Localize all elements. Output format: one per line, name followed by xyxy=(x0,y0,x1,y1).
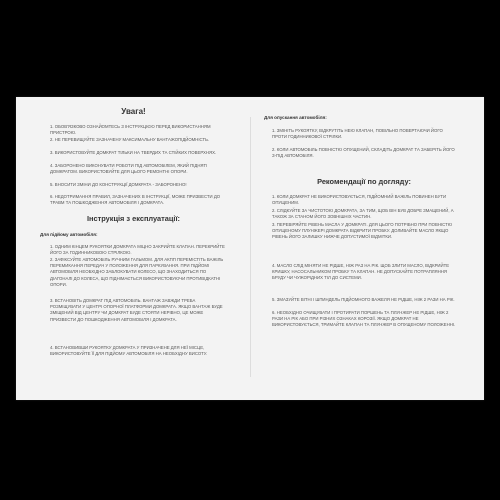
lower-subtitle: Для опускання автомобіля: xyxy=(264,115,327,120)
warning-item: 1. ОБОВ'ЯЗКОВО ОЗНАЙОМТЕСЬ З ІНСТРУКЦІЄЮ ПЕРЕД ВИКОРИСТАННЯМ ПРИСТРОЮ. xyxy=(50,124,211,136)
care-item: 4. МАСЛО СЛІД МІНЯТИ НЕ РІДШЕ, НІЖ РАЗ НА РІК. ЩОБ ЗЛИТИ МАСЛО, ВІДКРИЙТЕ КРИШКУ, НАСОСАЛЬНИКОМ ПРОБКУ ТА КЛАПАН. НЕ ДОПУСКАЙТЕ ПОТРАПЛЯННЯ БРУДУ ЧИ ЧУЖОРІДНИХ ТІЛ ДО СИСТЕМИ. xyxy=(272,263,450,281)
lower-item: 1. ЗМІНІТЬ РУКОЯТКУ, ВІДКРУТІТЬ НЕЮ КЛАПАН, ПОВІЛЬНО ПОВЕРТАЮЧИ ЙОГО ПРОТИ ГОДИННИКОВОЇ СТРІЛКИ. xyxy=(272,128,443,140)
care-item: 3. ПЕРЕВІРЯЙТЕ РІВЕНЬ МАСЛА У ДОМКРАТІ. ДЛЯ ЦЬОГО ПОТРІБНО ПРИ ПОВНІСТЮ ОПУЩЕНОМУ ПЛУНЖЕРІ ДОМКРАТА ВІДКРИТИ ПРОБКУ. ДОЛИВАЙТЕ МАСЛО ЯКЩО РІВЕНЬ ЙОГО ЗАЛИШКУ НИЖЧЕ ДОПУСТИМОЇ ВІДМІТКИ. xyxy=(272,222,453,240)
warning-item: 5. ВНОСИТИ ЗМІНИ ДО КОНСТРУКЦІЇ ДОМКРАТА - ЗАБОРОНЕНО! xyxy=(50,182,187,187)
warning-item: 3. ВИКОРИСТОВУЙТЕ ДОМКРАТ ТІЛЬКИ НА ТВЕРДИХ ТА СТІЙКИХ ПОВЕРХНЯХ. xyxy=(50,150,217,155)
care-item: 1. КОЛИ ДОМКРАТ НЕ ВИКОРИСТОВУЄТЬСЯ, ПІДЙОМНИЙ ВАЖІЛЬ ПОВИНЕН БУТИ ОПУЩЕНИМ. xyxy=(272,194,447,206)
care-title: Рекомендації по догляду: xyxy=(317,177,411,186)
care-item: 5. ЗМАЗУЙТЕ ВІТНІ І ШПИНДЕЛЬ ПІДЙОМНОГО ВАЖЕЛЯ НЕ РІДШЕ, НІЖ 2 РАЗИ НА РІК. xyxy=(272,297,455,302)
raise-item: 2. ЗАФІКСУЙТЕ АВТОМОБІЛЬ РУЧНИМ ГАЛЬМОМ. ДЛЯ АКПП ПЕРЕМІСТІТЬ ВАЖІЛЬ ПЕРЕМИКАННЯ ПЕРЕДАЧ У ПОЛОЖЕННЯ ДЛЯ ПАРКУВАННЯ. ПРИ ПІДЙОМІ АВТОМОБІЛЯ НЕОБХІДНО ЗАБЛОКУВАТИ КОЛЕСО, ЩО ЗНАХОДИТЬСЯ ПО ДІАГОНАЛІ ДО КОЛЕСА, ЩО ПІДНІМАЄТЬСЯ ВИКОРИСТОВУЮЧИ ПРОТИВІДКАТНІ ОПОРИ. xyxy=(50,257,224,287)
lower-item: 2. КОЛИ АВТОМОБІЛЬ ПОВНІСТЮ ОПУЩЕНИЙ, СКЛАДІТЬ ДОМКРАТ ТА ЗАБЕРІТЬ ЙОГО З-ПІД АВТОМОБІЛЯ. xyxy=(272,147,455,159)
column-divider xyxy=(250,117,251,377)
raise-item: 1. ОДНИМ КІНЦЕМ РУКОЯТКИ ДОМКРАТА МІЦНО ЗАКРИЙТЕ КЛАПАН. ПЕРЕКРИЙТЕ ЙОГО ЗА ГОДИННИКОВОЮ СТРІЛКОЮ. xyxy=(50,244,225,256)
instructions-title: Інструкція з експлуатації: xyxy=(86,214,181,223)
care-item: 6. НЕОБХІДНО ОЧИЩУВАТИ І ПРОТИРАТИ ПОРШЕНЬ ТА ПЛУНЖЕР НЕ РІДШЕ, НІЖ 2 РАЗИ НА РІК АБО ПРИ РІЗНИХ ОЗНАКАХ КОРОЗІЇ. ЯКЩО ДОМКРАТ НЕ ВИКОРИСТОВУЄТЬСЯ, ТРИМАЙТЕ КЛАПАН ТА ПЛУНЖЕР В ОПУЩЕНОМУ ПОЛОЖЕННІ. xyxy=(272,310,456,328)
warning-item: 4. ЗАБОРОНЕНО ВИКОНУВАТИ РОБОТИ ПІД АВТОМОБІЛЕМ, ЯКИЙ ПІДНЯТІ ДОМКРАТОМ. ВИКОРИСТОВУЙТЕ ДЛЯ ЦЬОГО РЕМОНТНІ ОПОРИ. xyxy=(50,163,208,175)
warning-title: Увага! xyxy=(121,107,146,116)
raise-item: 4. ВСТАНОВИВШИ РУКОЯТКУ ДОМКРАТА У ПРИЗНАЧЕНЕ ДЛЯ НЕЇ МІСЦЕ, ВИКОРИСТОВУЙТЕ ЇЇ ДЛЯ ПІДЙОМУ АВТОМОБІЛЯ НА НЕОБХІДНУ ВИСОТУ. xyxy=(50,345,208,357)
warning-item: 6. НЕДОТРИМАННЯ ПРАВИЛ, ЗАЗНАЧЕНИХ В ІНСТРУКЦІЇ, МОЖЕ ПРИЗВЕСТИ ДО ТРАВМ ТА ПОШКОДЖЕННЯ АВТОМОБІЛЯ І ДОМКРАТА. xyxy=(50,194,221,206)
raise-subtitle: Для підйому автомобіля: xyxy=(40,232,98,237)
warning-item: 2. НЕ ПЕРЕВИЩУЙТЕ ЗАЗНАЧЕНУ МАКСИМАЛЬНУ ВАНТАЖОПІДЙОМНІСТЬ. xyxy=(50,137,210,142)
care-item: 2. СЛІДКУЙТЕ ЗА ЧИСТОТОЮ ДОМКРАТА, ЗА ТИМ, ЩОБ ВІН БУВ ДОБРЕ ЗМАЩЕНИЙ, А ТАКОЖ ЗА СТАНОМ ЙОГО ЗОВНІШНІХ ЧАСТИН. xyxy=(272,208,454,220)
raise-item: 3. ВСТАНОВІТЬ ДОМКРАТ ПІД АВТОМОБІЛЬ. ВАНТАЖ ЗАВЖДИ ТРЕБА РОЗМІЩУВАТИ У ЦЕНТРІ ОПОРНОЇ ПЛАТФОРМИ ДОМКРАТА. ЯКЩО ВАНТАЖ БУДЕ ЗМІЩЕНИЙ ВІД ЦЕНТРУ ЧИ ДОМКРАТ БУДЕ СТОЯТИ НЕРІВНО, ЦЕ МОЖЕ ПРИЗВЕСТИ ДО ПОШКОДЖЕННЯ АВТОМОБІЛЯ І ДОМКРАТА. xyxy=(50,298,223,322)
instruction-sheet xyxy=(16,97,484,400)
